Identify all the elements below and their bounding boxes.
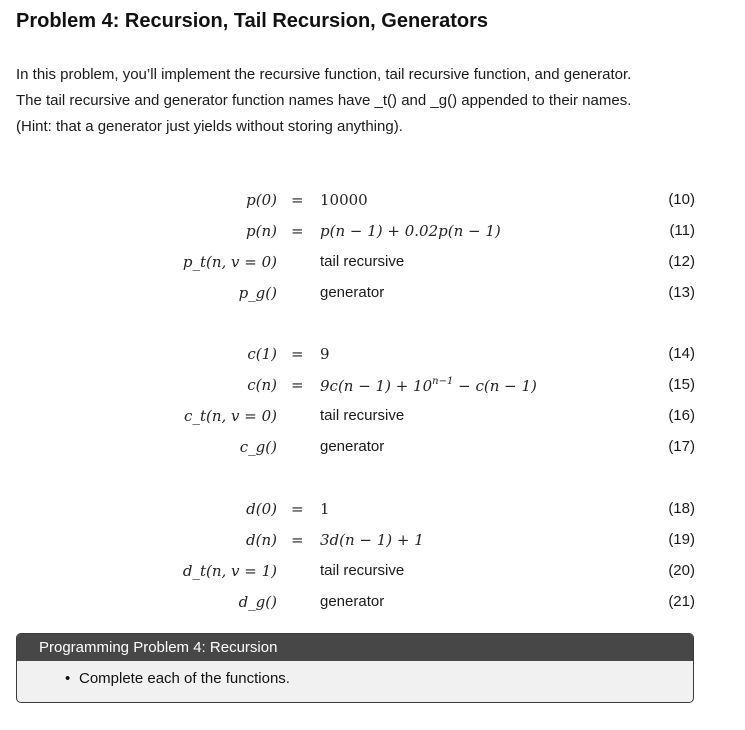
equation-lhs: c(n) <box>247 376 277 394</box>
equals-sign: = <box>291 500 304 518</box>
equals-sign: = <box>291 222 304 240</box>
intro-line: The tail recursive and generator function names have _t() and _g() appended to their names. <box>16 92 632 109</box>
bullet-icon: • <box>65 670 71 687</box>
equation-row <box>0 529 745 555</box>
equals-sign: = <box>291 191 304 209</box>
box-body <box>17 661 693 687</box>
equation-number: (16) <box>668 407 695 424</box>
equation-lhs: p(0) <box>246 191 277 209</box>
equation-lhs: c_t(n, v = 0) <box>184 407 277 425</box>
box-header: Programming Problem 4: Recursion <box>17 634 693 661</box>
equation-row <box>0 498 745 524</box>
page-title: Problem 4: Recursion, Tail Recursion, Generators <box>16 10 488 32</box>
equation-number: (15) <box>668 376 695 393</box>
list-item: Complete each of the functions. <box>79 670 290 687</box>
equation-row <box>0 405 745 431</box>
equation-number: (10) <box>668 191 695 208</box>
equation-row <box>0 436 745 462</box>
equation-lhs: d_t(n, v = 1) <box>182 562 277 580</box>
equation-number: (18) <box>668 500 695 517</box>
rhs-part: − c(n − 1) <box>453 377 537 395</box>
equation-rhs: 1 <box>320 500 330 518</box>
equation-lhs: c_g() <box>239 438 277 456</box>
equation-number: (19) <box>668 531 695 548</box>
rhs-exponent: n−1 <box>432 376 454 387</box>
equals-sign: = <box>291 531 304 549</box>
equation-rhs <box>320 376 537 395</box>
equation-lhs: d(n) <box>246 531 277 549</box>
equation-number: (21) <box>668 593 695 610</box>
equals-sign: = <box>291 345 304 363</box>
equation-lhs: c(1) <box>247 345 277 363</box>
equation-rhs: generator <box>320 438 385 455</box>
equation-row <box>0 189 745 215</box>
equation-row <box>0 282 745 308</box>
equation-lhs: p_g() <box>238 284 277 302</box>
equation-number: (20) <box>668 562 695 579</box>
equation-rhs: tail recursive <box>320 253 405 270</box>
rhs-part: 9c(n − 1) + 10 <box>320 377 433 395</box>
equation-rhs: 9 <box>320 345 330 363</box>
equation-rhs: p(n − 1) + 0.02p(n − 1) <box>320 222 501 240</box>
equation-row <box>0 343 745 369</box>
intro-line: In this problem, you’ll implement the recursive function, tail recursive function, and generator. <box>16 66 632 83</box>
equation-row <box>0 591 745 617</box>
equation-rhs: tail recursive <box>320 407 405 424</box>
equation-row <box>0 374 745 400</box>
equals-sign: = <box>291 376 304 394</box>
intro-line: (Hint: that a generator just yields without storing anything). <box>16 118 403 135</box>
equation-number: (17) <box>668 438 695 455</box>
equation-number: (12) <box>668 253 695 270</box>
equation-rhs: tail recursive <box>320 562 405 579</box>
equation-lhs: p(n) <box>246 222 277 240</box>
equation-lhs: d(0) <box>246 500 277 518</box>
equation-lhs: d_g() <box>238 593 277 611</box>
equation-number: (13) <box>668 284 695 301</box>
equation-rhs: generator <box>320 593 385 610</box>
intro-paragraph <box>16 62 706 140</box>
equation-rhs: 10000 <box>320 191 368 209</box>
equation-number: (14) <box>668 345 695 362</box>
equation-rhs: 3d(n − 1) + 1 <box>320 531 424 549</box>
equation-row <box>0 251 745 277</box>
equation-row <box>0 220 745 246</box>
programming-problem-box <box>16 633 694 703</box>
equation-rhs: generator <box>320 284 385 301</box>
equation-row <box>0 560 745 586</box>
equation-lhs: p_t(n, v = 0) <box>182 253 277 271</box>
equation-number: (11) <box>669 222 695 239</box>
